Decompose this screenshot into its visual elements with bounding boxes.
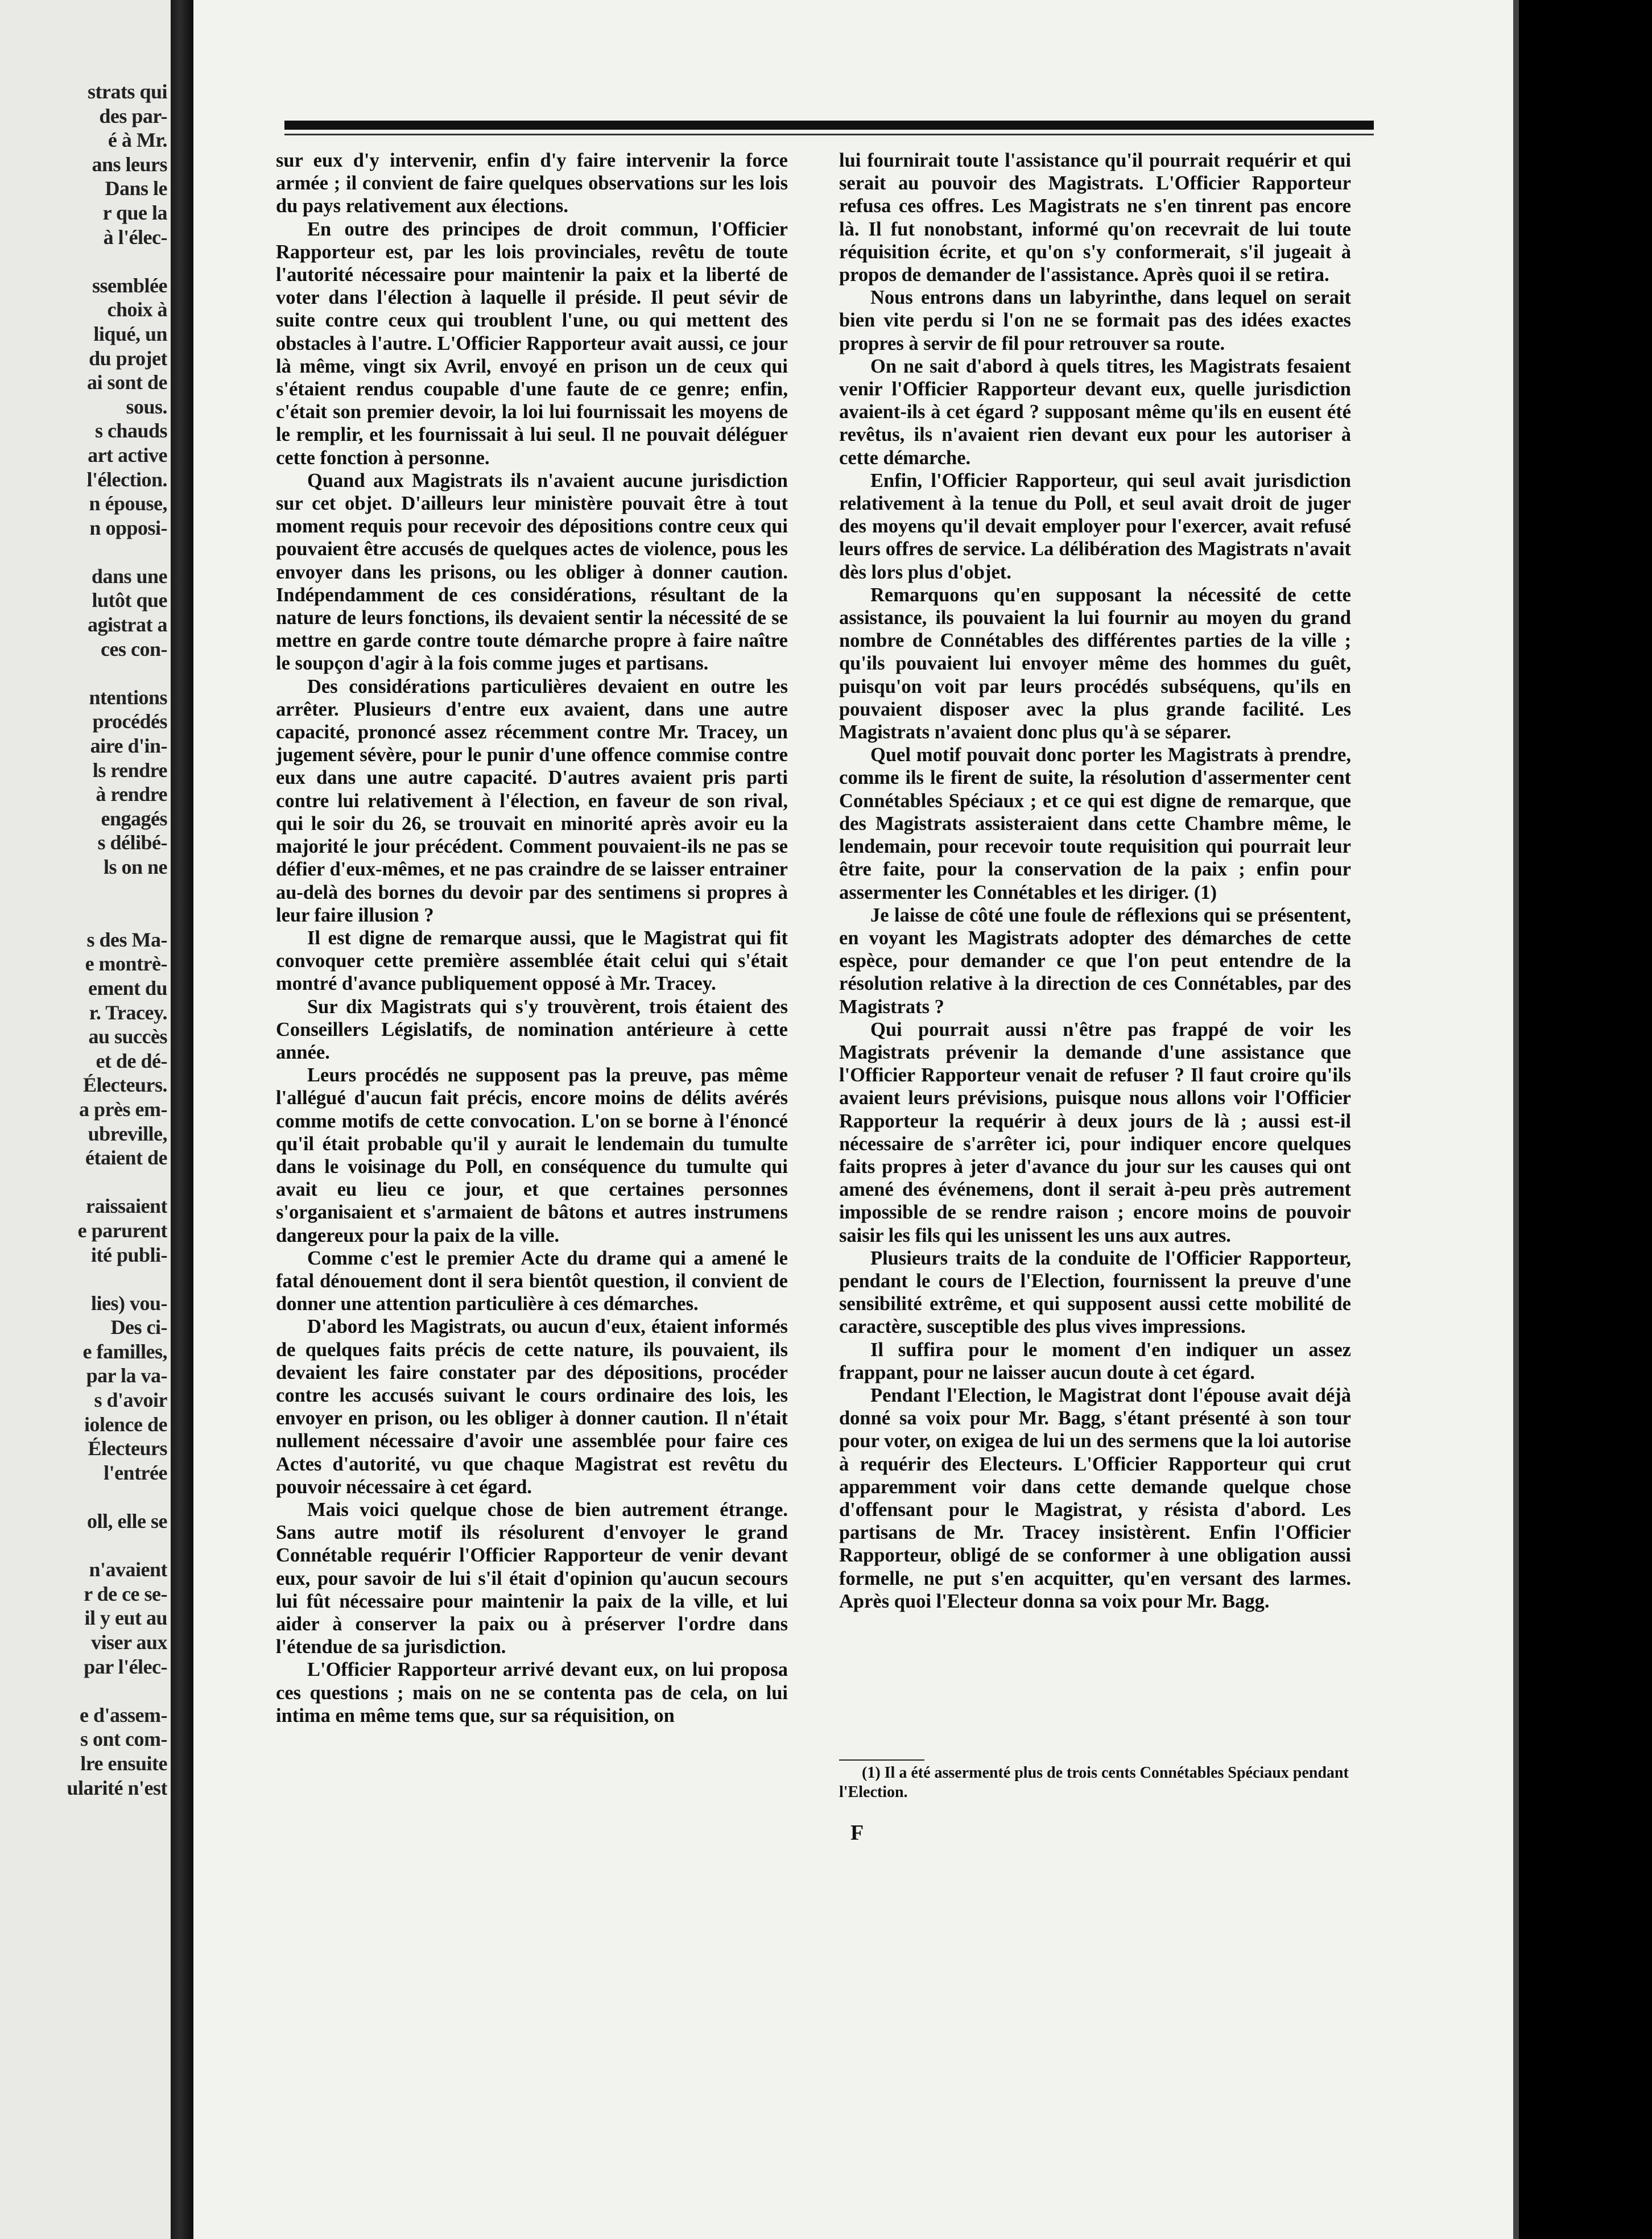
left-page-line: par la va- (86, 1364, 167, 1387)
left-page-line: ement du (88, 976, 167, 999)
signature-mark: F (850, 1821, 864, 1845)
text-column-right (839, 149, 1351, 1613)
left-page-line: agistrat a (88, 613, 167, 637)
left-page-line: au succès (88, 1025, 167, 1048)
header-rule-thin (284, 134, 1374, 135)
left-page-line (1, 1679, 167, 1703)
paragraph: Remarquons qu'en supposant la nécessité de cette assistance, ils pouvaient la lui fournir au moyen du grand nombre de Connétables des différentes parties de la ville ; qu'ils pouvaient lui envoyer même des hommes du guêt, puisqu'on voit par leurs procédés subséquens, qu'ils en pouvaient disposer avec la plus grande facilité. Les Magistrats n'avaient donc plus qu'à se séparer. (839, 584, 1351, 743)
paragraph: L'Officier Rapporteur arrivé devant eux, on lui proposa ces questions ; mais on ne se contenta pas de cela, on lui intima en même tems que, sur sa réquisition, on (276, 1659, 788, 1726)
paragraph: Pendant l'Election, le Magistrat dont l'épouse avait déjà donné sa voix pour Mr. Bagg, s'étant présenté à son tour pour voter, on exigea de lui un des sermens que la loi autorise à requérir des Electeurs. L'Officier Rapporteur qui crut apparemment voir dans cette demande quelque chose d'offensant pour le Magistrat, y résista d'abord. Les partisans de Mr. Tracey insistèrent. Enfin l'Officier Rapporteur, obligé de se conformer à une obligation aussi formelle, ne put s'en acquitter, qu'en versant des larmes. Après quoi l'Electeur donna sa voix pour Mr. Bagg. (839, 1384, 1351, 1612)
left-page-line: n'avaient (89, 1558, 167, 1581)
left-page-line: des par- (99, 104, 167, 127)
paragraph: lui fournirait toute l'assistance qu'il pourrait requérir et qui serait au pouvoir des Magistrats. L'Officier Rapporteur refusa ces offres. Les Magistrats ne s'en tinrent pas encore là. Il fut nonobstant, informé qu'on recevrait de lui toute réquisition écrite, et qu'on s'y conformerait, s'il jugeait à propos de demander de l'assistance. Après quoi il se retira. (839, 150, 1351, 286)
left-page-line: ls rendre (92, 758, 167, 782)
left-page-line: Des ci- (110, 1316, 167, 1339)
left-page-line: du projet (89, 346, 167, 370)
header-rule (284, 121, 1374, 130)
left-page-line: r. Tracey. (89, 1001, 167, 1024)
left-page-line: lre ensuite (80, 1751, 167, 1775)
paragraph: Je laisse de côté une foule de réflexions qui se présentent, en voyant les Magistrats adopter des démarches de cette espèce, pour demander ce que l'on peut entendre de la résolution relative à la direction de ces Connétables, par des Magistrats ? (839, 904, 1351, 1018)
paragraph: Nous entrons dans un labyrinthe, dans lequel on serait bien vite perdu si l'on ne se formait pas des idées exactes propres à servir de fil pour retrouver sa route. (839, 287, 1351, 354)
paragraph: Sur dix Magistrats qui s'y trouvèrent, trois étaient des Conseillers Législatifs, de nomination antérieure à cette année. (276, 995, 788, 1063)
paragraph: D'abord les Magistrats, ou aucun d'eux, étaient informés de quelques faits précis de cette nature, ils pouvaient, ils devaient les faire constater par des dépositions, procéder contre les accusés suivant le cours ordinaire des lois, les envoyer en prison, ou les obliger à donner caution. Il n'était nullement nécessaire d'avoir une assemblée pour faire ces Actes d'autorité, vu que chaque Magistrat est revêtu du pouvoir nécessaire à cet égard. (276, 1316, 788, 1498)
paragraph: Enfin, l'Officier Rapporteur, qui seul avait jurisdiction relativement à la tenue du Poll, et seul avait droit de juger des moyens qu'il devait employer pour l'exercer, avait refusé leurs offres de service. La délibération des Magistrats n'avait dès lors plus d'objet. (839, 469, 1351, 583)
paragraph: Qui pourrait aussi n'être pas frappé de voir les Magistrats prévenir la demande d'une assistance que l'Officier Rapporteur venait de refuser ? Il faut croire qu'ils avaient leurs prévisions, puisque nous allons voir l'Officier Rapporteur la requérir à deux jours de là ; aussi est-il nécessaire de s'arrêter ici, pour indiquer encore quelques faits propres à jeter d'avance du jour sur les causes qui ont amené des événemens, dont il serait à-peu près autrement impossible de se rendre raison ; encore moins de pouvoir saisir les fils qui les unissent les uns aux autres. (839, 1018, 1351, 1246)
left-page-line: Dans le (105, 177, 167, 200)
page-gutter (171, 0, 193, 2239)
left-page-line: e familles, (82, 1340, 167, 1363)
left-page-line: et de dé- (96, 1049, 167, 1072)
left-page-line (1, 903, 167, 928)
paragraph: Comme c'est le premier Acte du drame qui a amené le fatal dénouement dont il sera bientôt question, il convient de donner une attention particulière à ces démarches. (276, 1247, 788, 1315)
paragraph: Il suffira pour le moment d'en indiquer un assez frappant, pour ne laisser aucun doute à cet égard. (839, 1339, 1351, 1383)
left-page-line: l'élection. (86, 468, 167, 491)
paragraph: Quand aux Magistrats ils n'avaient aucune jurisdiction sur cet objet. D'ailleurs leur ministère pouvait être à tout moment requis pour recevoir des dépositions contre ceux qui pouvaient être accusés de quelques actes de violence, pous les envoyer dans les prisons, ou les obliger à donner caution. Indépendamment de ces considérations, résultant de la nature de leurs fonctions, ils devaient sentir la nécessité de se mettre en garde contre toute démarche propre à faire naître le soupçon d'agir à la fois comme juges et partisans. (276, 469, 788, 675)
left-page-line: n épouse, (89, 492, 167, 515)
left-page-line: étaient de (85, 1146, 167, 1170)
left-page-line: e montrè- (85, 952, 167, 976)
left-page-line: ité publi- (90, 1243, 167, 1266)
left-page-line: n opposi- (89, 516, 167, 539)
left-page-line: liqué, un (93, 322, 167, 345)
left-page-line: a près em- (79, 1097, 167, 1121)
left-page-line: e parurent (77, 1218, 167, 1242)
left-page-line: engagés (101, 807, 167, 830)
paragraph: Il est digne de remarque aussi, que le Magistrat qui fit convoquer cette première assemblée était celui qui s'était montré d'avance publiquement opposé à Mr. Tracey. (276, 927, 788, 995)
left-page-line (1, 661, 167, 685)
left-page-line (1, 1485, 167, 1509)
left-page-line (1, 1170, 167, 1195)
left-page-line: à l'élec- (103, 225, 167, 249)
left-page-line (1, 1534, 167, 1558)
left-page-line: il y eut au (84, 1606, 167, 1630)
left-page-line: art active (88, 443, 167, 466)
paragraph: Mais voici quelque chose de bien autrement étrange. Sans autre motif ils résolurent d'envoyer le grand Connétable requérir l'Officier Rapporteur de venir devant eux, pour savoir de lui s'il était d'opinion qu'aucun secours lui fût nécessaire pour maintenir la paix de la ville, et lui aider à conserver la paix ou à préserver l'ordre dans l'étendue de sa jurisdiction. (276, 1498, 788, 1658)
left-page-line: viser aux (91, 1631, 167, 1654)
left-page-line: Électeurs. (83, 1073, 167, 1097)
left-page-line: r que la (102, 201, 167, 224)
left-page-line: oll, elle se (87, 1510, 167, 1533)
left-page-line: s des Ma- (86, 928, 167, 951)
left-page-line: ces con- (101, 637, 167, 660)
left-page-line (1, 1267, 167, 1291)
left-page-line (1, 879, 167, 904)
paragraph: Plusieurs traits de la conduite de l'Officier Rapporteur, pendant le cours de l'Election, fournissent la preuve d'une sensibilité extrême, et qui supposent aussi cette mobilité de caractère, susceptible des plus vives impressions. (839, 1247, 1351, 1338)
left-page-line: ssemblée (92, 274, 167, 297)
left-page-line: s délibé- (97, 831, 167, 854)
left-page-line: é à Mr. (108, 129, 167, 152)
left-page-line: s d'avoir (94, 1389, 167, 1412)
left-page-line: par l'élec- (84, 1655, 167, 1678)
left-page-line: ls on ne (103, 856, 167, 878)
right-edge-strip (1513, 0, 1519, 2239)
left-page-line: aire d'in- (90, 734, 167, 758)
left-page-line: lutôt que (92, 589, 167, 612)
left-page-line: sous. (126, 395, 167, 418)
left-page-line: ubreville, (88, 1122, 167, 1145)
left-page-line: l'entrée (104, 1461, 167, 1484)
left-page-line: choix à (107, 298, 167, 321)
left-page-fragment (0, 0, 171, 2239)
paragraph: Quel motif pouvait donc porter les Magistrats à prendre, comme ils le firent de suite, la résolution d'assermenter cent Connétables Spéciaux ; et ce qui est digne de remarque, que des Magistrats assisteraient dans cette Chambre même, le lendemain, pour recevoir toute requisition qui pourrait leur être faite, pour la conservation de la paix ; enfin pour assermenter les Connétables et les diriger. (1) (839, 744, 1351, 903)
left-page-line: à rendre (96, 783, 167, 806)
left-page-line: s ont com- (80, 1728, 167, 1751)
left-page-line: ans leurs (92, 152, 167, 176)
left-page-line: s chauds (94, 419, 167, 443)
paragraph: sur eux d'y intervenir, enfin d'y faire intervenir la force armée ; il convient de faire quelques observations sur les lois du pays relativement aux élections. (276, 150, 788, 217)
footnote: (1) Il a été assermenté plus de trois cents Connétables Spéciaux pendant l'Election. (839, 1764, 1349, 1801)
left-page-line (1, 540, 167, 564)
text-column-left (276, 149, 788, 1727)
paragraph: On ne sait d'abord à quels titres, les Magistrats fesaient venir l'Officier Rapporteur devant eux, quelle jurisdiction avaient-ils à cet égard ? supposant même qu'ils en eusent été revêtus, ils n'avaient rien devant eux pour les autoriser à cette démarche. (839, 355, 1351, 469)
left-page-line: iolence de (84, 1412, 167, 1436)
left-page-line: ai sont de (86, 371, 167, 394)
left-page-line: ularité n'est (67, 1776, 167, 1799)
paragraph: Leurs procédés ne supposent pas la preuve, pas même l'allégué d'aucun fait précis, encore moins de délits avérés comme motifs de cette convocation. L'on se borne à l'énoncé qu'il était probable qu'il y aurait le lendemain du tumulte dans le voisinage du Poll, en conséquence du tumulte qui avait eu lieu ce jour, et que certaines personnes s'organisaient et s'armaient de bâtons et autres instrumens dangereux pour la paix de la ville. (276, 1064, 788, 1246)
right-margin-edge (1513, 0, 1652, 2239)
paragraph: Des considérations particulières devaient en outre les arrêter. Plusieurs d'entre eux avaient, dans une autre capacité, prononcé assez récemment contre Mr. Tracey, un jugement sévère, pour le punir d'une offence commise contre eux dans une autre capacité. D'autres avaient pris parti contre lui relativement à l'élection, en faveur de son rival, qui le soir du 26, se trouvait en minorité après avoir eu la majorité le jour précédent. Comment pouvaient-ils ne pas se défier d'eux-mêmes, et ne pas craindre de se laisser entrainer au-delà des bornes du devoir par des sentimens si propres à leur faire illusion ? (276, 675, 788, 926)
left-page-text (1, 80, 167, 1800)
left-page-line: strats qui (87, 80, 167, 103)
left-page-line: procédés (92, 710, 167, 733)
left-page-line: dans une (91, 564, 167, 588)
left-page-line: e d'assem- (80, 1703, 167, 1726)
left-page-line (1, 249, 167, 274)
left-page-line: r de ce se- (84, 1582, 167, 1605)
left-page-line: Électeurs (88, 1437, 167, 1460)
left-page-line: raissaient (86, 1195, 167, 1218)
left-page-line: ntentions (89, 685, 167, 709)
left-page-line: lies) vou- (91, 1291, 167, 1315)
paragraph: En outre des principes de droit commun, l'Officier Rapporteur est, par les lois provinciales, revêtu de toute l'autorité nécessaire pour maintenir la paix et la liberté de voter dans l'élection à laquelle il préside. Il peut sévir de suite contre ceux qui troublent l'une, ou qui mettent des obstacles à l'autre. L'Officier Rapporteur avait aussi, ce jour là même, vingt six Avril, envoyé en prison un de ceux qui s'étaient rendus coupable d'une faute de ce genre; enfin, c'était son premier devoir, la loi lui fournissait les moyens de le remplir, et les fournissait à lui seul. Il ne pouvait déléguer cette fonction à personne. (276, 218, 788, 469)
footnote-rule (839, 1759, 924, 1761)
